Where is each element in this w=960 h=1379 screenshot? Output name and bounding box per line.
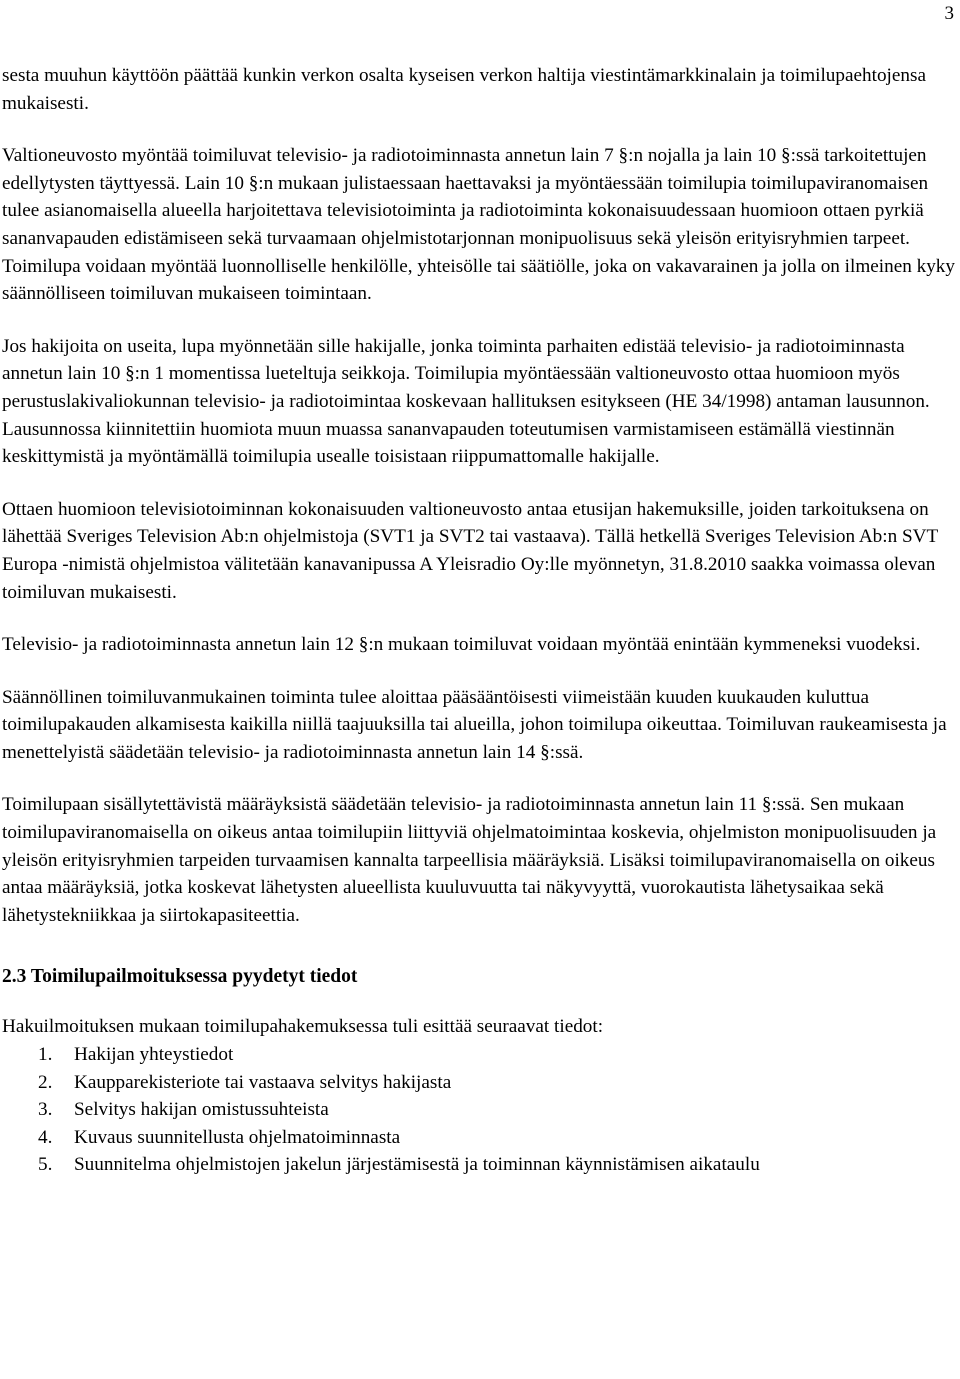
requirements-list: [2, 1041, 956, 1179]
list-item-number: 5.: [38, 1154, 53, 1176]
list-item-number: 1.: [38, 1044, 53, 1066]
list-item: [2, 1096, 956, 1124]
paragraph-2: Valtioneuvosto myöntää toimiluvat televisio- ja radiotoiminnasta annetun lain 7 §:n nojalla ja lain 10 §:ssä tarkoitettujen edellytysten täyttyessä. Lain 10 §:n mukaan julistaessaan haettavaksi ja myöntäessään toimilupia toimilupaviranomaisen tulee asianomaisella alueella harjoitettava televisiotoiminta ja radiotoiminta kokonaisuudessaan huomioon ottaen pyrkiä sananvapauden edistämiseen sekä turvaamaan ohjelmistotarjonnan monipuolisuus sekä yleisön erityisryhmien tarpeet. Toimilupa voidaan myöntää luonnolliselle henkilölle, yhteisölle tai säätiölle, joka on vakavarainen ja jolla on ilmeinen kyky säännölliseen toimiluvan mukaiseen toimintaan.: [2, 145, 955, 305]
list-item: [2, 1041, 956, 1069]
section-heading: 2.3 Toimilupailmoituksessa pyydetyt tiedot: [2, 966, 358, 988]
list-item: [2, 1069, 956, 1097]
paragraph-4: Ottaen huomioon televisiotoiminnan kokonaisuuden valtioneuvosto antaa etusijan hakemuksille, joiden tarkoituksena on lähettää Sveriges Television Ab:n ohjelmistoja (SVT1 ja SVT2 tai vastaava). Tällä hetkellä Sveriges Television Ab:n SVT Europa -nimistä ohjelmistoa välitetään kanavanipussa A Yleisradio Oy:lle myönnetyn, 31.8.2010 saakka voimassa olevan toimiluvan mukaisesti.: [2, 498, 938, 603]
page-number: 3: [944, 3, 954, 24]
list-item: [2, 1151, 956, 1179]
list-item-text: Kaupparekisteriote tai vastaava selvitys hakijasta: [74, 1071, 452, 1093]
list-item-text: Kuvaus suunnitellusta ohjelmatoiminnasta: [74, 1126, 401, 1148]
paragraph-7: Toimilupaan sisällytettävistä määräyksistä säädetään televisio- ja radiotoiminnasta annetun lain 11 §:ssä. Sen mukaan toimilupaviranomaisella on oikeus antaa toimilupiin liittyviä ohjelmatoimintaa koskevia, ohjelmiston monipuolisuuden ja yleisön erityisryhmien tarpeiden turvaamisen kannalta tarpeellisia määräyksiä. Lisäksi toimilupaviranomaisella on oikeus antaa määräyksiä, jotka koskevat lähetysten alueellista kuuluvuutta tai näkyvyyttä, vuorokautista lähetysaikaa sekä lähetystekniikkaa ja siirtokapasiteettia.: [2, 794, 937, 926]
document-body: [2, 62, 956, 1179]
list-item-text: Suunnitelma ohjelmistojen jakelun järjestämisestä ja toiminnan käynnistämisen aikataulu: [74, 1154, 760, 1176]
list-item-number: 4.: [38, 1126, 53, 1148]
list-item-number: 2.: [38, 1071, 53, 1093]
paragraph-6: Säännöllinen toimiluvanmukainen toiminta tulee aloittaa pääsääntöisesti viimeistään kuuden kuukauden kuluttua toimilupakauden alkamisesta kaikilla niillä taajuuksilla tai alueilla, johon toimilupa oikeuttaa. Toimiluvan raukeamisesta ja menettelyistä säädetään televisio- ja radiotoiminnasta annetun lain 14 §:ssä.: [2, 686, 947, 763]
paragraph-5: Televisio- ja radiotoiminnasta annetun lain 12 §:n mukaan toimiluvat voidaan myöntää enintään kymmeneksi vuodeksi.: [2, 634, 921, 656]
list-item-number: 3.: [38, 1099, 53, 1121]
list-item-text: Hakijan yhteystiedot: [74, 1044, 234, 1066]
list-item: [2, 1124, 956, 1152]
section-intro: Hakuilmoituksen mukaan toimilupahakemuksessa tuli esittää seuraavat tiedot:: [2, 1016, 604, 1038]
paragraph-1: sesta muuhun käyttöön päättää kunkin verkon osalta kyseisen verkon haltija viestintämarkkinalain ja toimilupaehtojensa mukaisesti.: [2, 65, 926, 114]
paragraph-3: Jos hakijoita on useita, lupa myönnetään sille hakijalle, jonka toiminta parhaiten edistää televisio- ja radiotoiminnasta annetun lain 10 §:n 1 momentissa lueteltuja seikkoja. Toimilupia myöntäessään valtioneuvosto ottaa huomioon myös perustuslakivaliokunnan televisio- ja radiotoimintaa koskevaan hallituksen esitykseen (HE 34/1998) antaman lausunnon. Lausunnossa kiinnitettiin huomiota muun muassa sananvapauden toteutumisen varmistamiseen estämällä viestinnän keskittymistä ja myöntämällä toimilupia usealle toisistaan riippumattomalle hakijalle.: [2, 335, 930, 468]
list-item-text: Selvitys hakijan omistussuhteista: [74, 1099, 329, 1121]
